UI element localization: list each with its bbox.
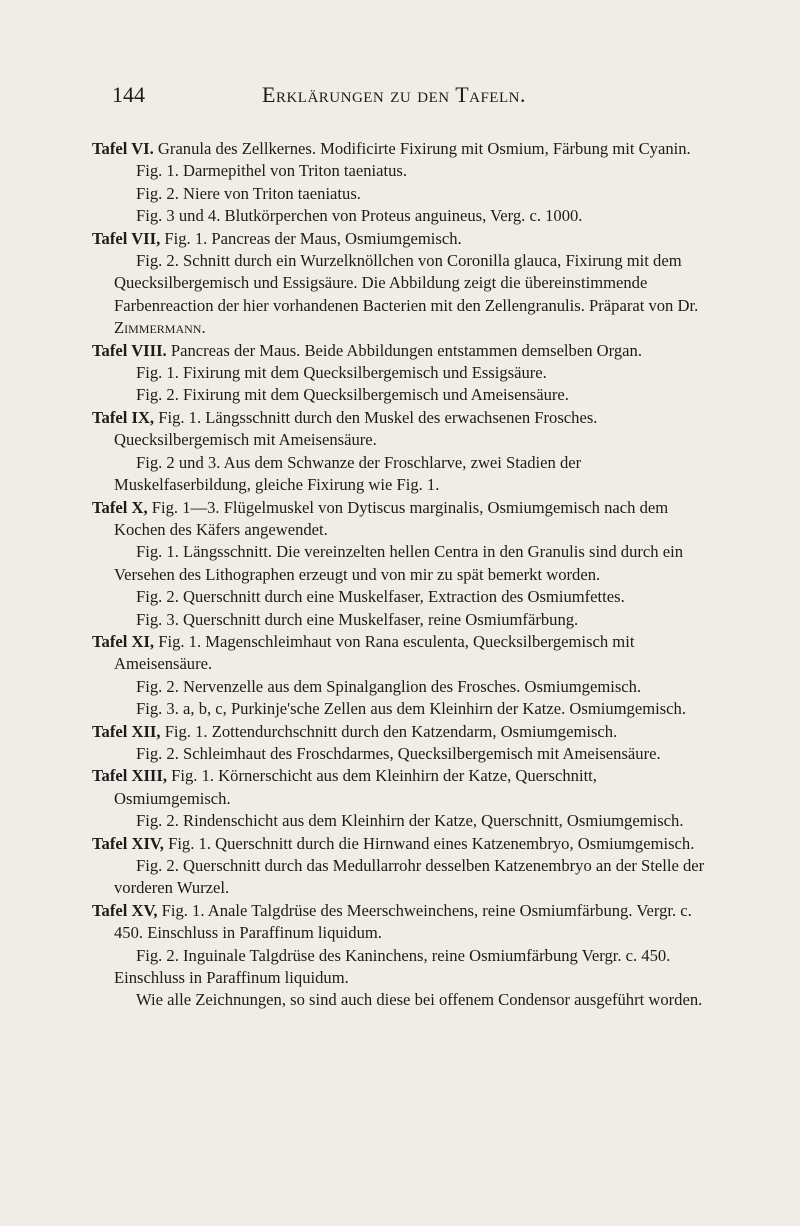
- plate-explanations: [92, 138, 710, 1012]
- plate-entry: [92, 340, 710, 362]
- figure-entry: [92, 541, 710, 586]
- entry-text: Fig. 1. Fixirung mit dem Quecksilbergemisch und Essigsäure.: [136, 363, 547, 383]
- plate-entry: [92, 631, 710, 676]
- plate-entry: [92, 833, 710, 855]
- entry-text: Fig. 1. Pancreas der Maus, Osmiumgemisch.: [160, 228, 462, 248]
- page-number: 144: [112, 82, 145, 107]
- plate-entry: [92, 138, 710, 160]
- entry-text: Fig. 3. a, b, c, Purkinje'sche Zellen aus dem Kleinhirn der Katze. Osmiumgemisch.: [136, 699, 686, 719]
- entry-text: Fig. 1. Längsschnitt. Die vereinzelten hellen Centra in den Granulis sind durch ein Versehen des Lithographen erzeugt und von mir zu spät bemerkt worden.: [114, 542, 683, 584]
- entry-text: Fig. 1. Körnerschicht aus dem Kleinhirn der Katze, Querschnitt, Osmiumgemisch.: [114, 766, 597, 808]
- plate-label: Tafel VI.: [92, 139, 154, 158]
- plate-label: Tafel VIII.: [92, 340, 167, 360]
- entry-text: Fig. 1. Anale Talgdrüse des Meerschweinchens, reine Osmiumfärbung. Vergr. c. 450. Einschluss in Paraffinum liquidum.: [114, 900, 692, 943]
- entry-text: Fig. 1. Längsschnitt durch den Muskel des erwachsenen Frosches. Quecksilbergemisch mit Ameisensäure.: [114, 407, 598, 450]
- figure-entry: [92, 586, 710, 608]
- plate-label: Tafel VII,: [92, 228, 161, 248]
- plate-label: Tafel XII,: [92, 721, 161, 741]
- figure-entry: [92, 183, 710, 205]
- entry-text: Fig. 2. Querschnitt durch eine Muskelfaser, Extraction des Osmiumfettes.: [136, 587, 625, 607]
- plate-label: Tafel IX,: [92, 407, 155, 427]
- entry-text: Fig. 2. Nervenzelle aus dem Spinalganglion des Frosches. Osmiumgemisch.: [136, 676, 642, 696]
- entry-text: Fig. 2. Schnitt durch ein Wurzelknöllchen von Coronilla glauca, Fixirung mit dem Quecksilbergemisch und Essigsäure. Die Abbildung zeigt die übereinstimmende Farbenreaction der hier vorhandenen Bacterien mit den Zellengranulis. Präparat von Dr.: [114, 251, 699, 315]
- plate-label: Tafel XV,: [92, 900, 158, 920]
- figure-entry: [92, 989, 710, 1011]
- figure-entry: [92, 160, 710, 182]
- entry-text: Fig. 2. Fixirung mit dem Quecksilbergemisch und Ameisensäure.: [136, 385, 569, 405]
- entry-text: Fig. 1. Darmepithel von Triton taeniatus.: [136, 161, 408, 181]
- entry-text: Fig. 1—3. Flügelmuskel von Dytiscus marginalis, Osmiumgemisch nach dem Kochen des Käfers angewendet.: [114, 497, 669, 539]
- entry-text: Fig. 2. Inguinale Talgdrüse des Kaninchens, reine Osmiumfärbung Vergr. c. 450. Einschluss in Paraffinum liquidum.: [114, 945, 671, 988]
- figure-entry: [92, 945, 710, 990]
- figure-entry: [92, 810, 710, 832]
- plate-entry: [92, 765, 710, 810]
- figure-entry: [92, 743, 710, 765]
- plate-entry: [92, 228, 710, 250]
- entry-text: Fig. 2. Rindenschicht aus dem Kleinhirn der Katze, Querschnitt, Osmiumgemisch.: [136, 811, 684, 831]
- figure-entry: [92, 362, 710, 384]
- author-name: Zimmermann.: [114, 318, 206, 338]
- running-title: Erklärungen zu den Tafeln.: [262, 82, 526, 107]
- entry-text: Wie alle Zeichnungen, so sind auch diese bei offenem Condensor ausgeführt worden.: [136, 990, 703, 1010]
- entry-text: Fig. 2 und 3. Aus dem Schwanze der Froschlarve, zwei Stadien der Muskelfaserbildung, gleiche Fixirung wie Fig. 1.: [114, 452, 582, 495]
- figure-entry: [92, 250, 710, 340]
- figure-entry: [92, 855, 710, 900]
- plate-entry: [92, 407, 710, 452]
- entry-text: Fig. 1. Zottendurchschnitt durch den Katzendarm, Osmiumgemisch.: [160, 721, 618, 741]
- entry-text: Granula des Zellkernes. Modificirte Fixirung mit Osmium, Färbung mit Cyanin.: [153, 139, 691, 158]
- plate-label: Tafel XI,: [92, 631, 155, 651]
- entry-text: Fig. 1. Querschnitt durch die Hirnwand eines Katzenembryo, Osmiumgemisch.: [163, 833, 695, 853]
- plate-label: Tafel X,: [92, 497, 148, 517]
- plate-label: Tafel XIII,: [92, 766, 167, 786]
- entry-text: Fig. 2. Schleimhaut des Froschdarmes, Quecksilbergemisch mit Ameisensäure.: [136, 743, 661, 763]
- figure-entry: [92, 676, 710, 698]
- entry-text: Fig. 2. Querschnitt durch das Medullarrohr desselben Katzenembryo an der Stelle der vorderen Wurzel.: [114, 856, 705, 898]
- entry-text: Fig. 3. Querschnitt durch eine Muskelfaser, reine Osmiumfärbung.: [136, 609, 579, 629]
- figure-entry: [92, 609, 710, 631]
- figure-entry: [92, 205, 710, 227]
- figure-entry: [92, 452, 710, 497]
- entry-text: Pancreas der Maus. Beide Abbildungen entstammen demselben Organ.: [166, 340, 642, 360]
- entry-text: Fig. 2. Niere von Triton taeniatus.: [136, 183, 361, 203]
- plate-entry: [92, 900, 710, 945]
- plate-label: Tafel XIV,: [92, 833, 164, 853]
- plate-entry: [92, 497, 710, 542]
- figure-entry: [92, 384, 710, 406]
- figure-entry: [92, 698, 710, 720]
- entry-text: Fig. 1. Magenschleimhaut von Rana esculenta, Quecksilbergemisch mit Ameisensäure.: [114, 631, 635, 674]
- entry-text: Fig. 3 und 4. Blutkörperchen von Proteus anguineus, Verg. c. 1000.: [136, 206, 583, 226]
- plate-entry: [92, 721, 710, 743]
- page-header: [112, 82, 696, 118]
